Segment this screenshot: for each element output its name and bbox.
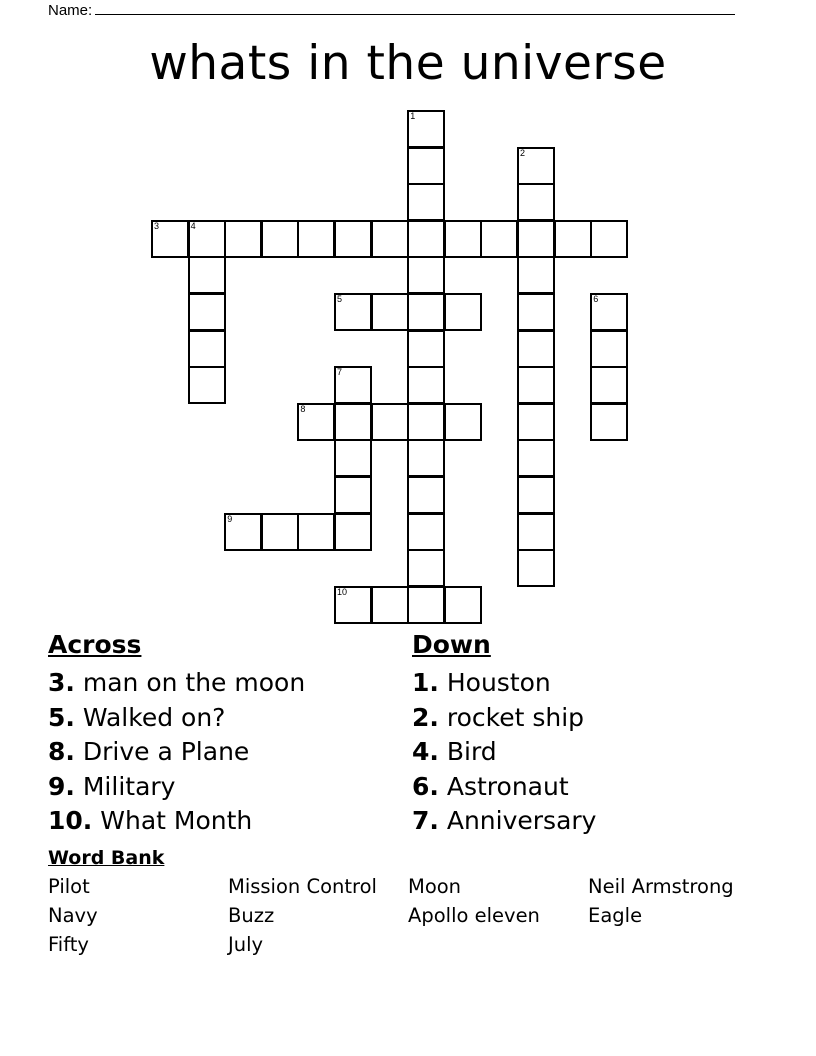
grid-cell[interactable] — [334, 586, 372, 624]
clue-number: 9. — [48, 771, 75, 801]
cell-number: 4 — [190, 220, 196, 231]
clue-number: 8. — [48, 737, 75, 766]
word-bank-word: Buzz — [228, 904, 275, 927]
word-bank-word: Fifty — [48, 933, 89, 956]
grid-cell[interactable] — [334, 513, 372, 551]
grid-cell[interactable] — [371, 403, 409, 441]
grid-cell[interactable] — [407, 403, 445, 441]
grid-cell[interactable] — [334, 220, 372, 258]
grid-cell[interactable] — [371, 220, 409, 258]
clue-text: Houston — [446, 668, 551, 697]
puzzle-title: whats in the universe — [149, 36, 667, 91]
cell-number: 10 — [337, 586, 348, 597]
grid-cell[interactable] — [407, 439, 445, 477]
grid-cell[interactable] — [517, 293, 555, 331]
across-clues — [48, 628, 305, 839]
cell-number: 1 — [410, 111, 416, 121]
grid-cell[interactable] — [334, 439, 372, 477]
grid-cell[interactable] — [517, 220, 555, 258]
grid-cell[interactable] — [517, 147, 555, 185]
grid-cell[interactable] — [407, 513, 445, 551]
grid-cell[interactable] — [407, 330, 445, 368]
clue-number: 5. — [48, 702, 75, 732]
grid-cell[interactable] — [188, 293, 226, 331]
grid-cell[interactable] — [590, 330, 628, 368]
clue-item — [412, 735, 596, 770]
clue-item — [48, 770, 305, 805]
cell-number: 7 — [337, 367, 343, 378]
grid-cell[interactable] — [188, 330, 226, 368]
grid-cell[interactable] — [261, 220, 299, 258]
grid-cell[interactable] — [517, 256, 555, 294]
clue-text: What Month — [100, 806, 253, 835]
grid-cell[interactable] — [444, 403, 482, 441]
grid-cell[interactable] — [517, 403, 555, 441]
clue-number: 3. — [48, 668, 75, 697]
grid-cell[interactable] — [297, 220, 335, 258]
grid-cell[interactable] — [371, 586, 409, 624]
word-bank-word: Moon — [408, 875, 462, 898]
word-bank-word: Neil Armstrong — [588, 875, 734, 898]
cell-number: 9 — [227, 513, 233, 524]
word-bank-word: Navy — [48, 904, 98, 927]
cell-number: 8 — [300, 403, 306, 414]
grid-cell[interactable] — [407, 476, 445, 514]
grid-cell[interactable] — [590, 403, 628, 441]
clue-number: 1. — [412, 668, 439, 697]
grid-cell[interactable] — [517, 476, 555, 514]
grid-cell[interactable] — [590, 220, 628, 258]
grid-cell[interactable] — [517, 183, 555, 221]
cell-number: 2 — [520, 147, 526, 158]
clue-item — [412, 770, 596, 805]
grid-cell[interactable] — [590, 293, 628, 331]
clue-number: 6. — [412, 771, 439, 801]
grid-cell[interactable] — [188, 256, 226, 294]
clue-item — [412, 804, 596, 839]
clue-text: Anniversary — [446, 806, 597, 835]
grid-cell[interactable] — [407, 293, 445, 331]
grid-cell[interactable] — [224, 220, 262, 258]
word-bank-word: Mission Control — [228, 875, 377, 898]
cell-number: 3 — [154, 220, 160, 231]
grid-cell[interactable] — [444, 220, 482, 258]
cell-number: 5 — [337, 294, 343, 304]
cell-number: 6 — [593, 294, 599, 304]
word-bank-list — [48, 872, 768, 959]
grid-cell[interactable] — [590, 366, 628, 404]
clue-item — [412, 666, 596, 701]
grid-cell[interactable] — [224, 513, 262, 551]
clue-number: 10. — [48, 806, 93, 835]
clue-text: man on the moon — [82, 668, 306, 697]
clue-item — [48, 735, 305, 770]
grid-cell[interactable] — [517, 330, 555, 368]
clue-item — [48, 804, 305, 839]
grid-cell[interactable] — [407, 183, 445, 221]
grid-cell[interactable] — [407, 220, 445, 258]
clue-text: Astronaut — [446, 771, 569, 801]
across-clue-list — [48, 666, 305, 839]
grid-cell[interactable] — [297, 513, 335, 551]
grid-cell[interactable] — [554, 220, 592, 258]
word-bank — [48, 846, 768, 959]
grid-cell[interactable] — [407, 110, 445, 148]
clue-text: Bird — [446, 737, 497, 766]
grid-cell[interactable] — [480, 220, 518, 258]
clue-number: 2. — [412, 702, 439, 732]
grid-cell[interactable] — [371, 293, 409, 331]
grid-cell[interactable] — [334, 366, 372, 404]
grid-cell[interactable] — [407, 256, 445, 294]
word-bank-heading: Word Bank — [48, 847, 165, 869]
grid-cell[interactable] — [151, 220, 189, 258]
grid-cell[interactable] — [517, 513, 555, 551]
grid-cell[interactable] — [407, 549, 445, 587]
across-heading: Across — [48, 630, 142, 659]
word-bank-word: Eagle — [588, 904, 643, 927]
grid-cell[interactable] — [444, 586, 482, 624]
down-clues — [412, 628, 596, 839]
grid-cell[interactable] — [407, 147, 445, 185]
clue-number: 7. — [412, 806, 439, 835]
grid-cell[interactable] — [517, 549, 555, 587]
clue-item — [48, 701, 305, 736]
grid-cell[interactable] — [407, 366, 445, 404]
clue-item — [48, 666, 305, 701]
grid-cell[interactable] — [188, 220, 226, 258]
word-bank-word: Apollo eleven — [408, 904, 540, 927]
grid-cell[interactable] — [188, 366, 226, 404]
grid-cell[interactable] — [517, 439, 555, 477]
grid-cell[interactable] — [334, 476, 372, 514]
clue-number: 4. — [412, 737, 439, 766]
down-clue-list — [412, 666, 596, 839]
name-label: Name: — [48, 2, 93, 19]
clue-text: Walked on? — [82, 702, 226, 732]
clue-item — [412, 701, 596, 736]
grid-cell[interactable] — [261, 513, 299, 551]
down-heading: Down — [412, 630, 491, 659]
grid-cell[interactable] — [407, 586, 445, 624]
word-bank-word: Pilot — [48, 875, 90, 898]
clue-text: rocket ship — [446, 702, 585, 732]
grid-cell[interactable] — [334, 403, 372, 441]
grid-cell[interactable] — [444, 293, 482, 331]
clue-text: Drive a Plane — [82, 737, 250, 766]
grid-cell[interactable] — [334, 293, 372, 331]
clue-text: Military — [82, 771, 176, 801]
grid-cell[interactable] — [297, 403, 335, 441]
word-bank-word: July — [228, 933, 264, 956]
grid-cell[interactable] — [517, 366, 555, 404]
